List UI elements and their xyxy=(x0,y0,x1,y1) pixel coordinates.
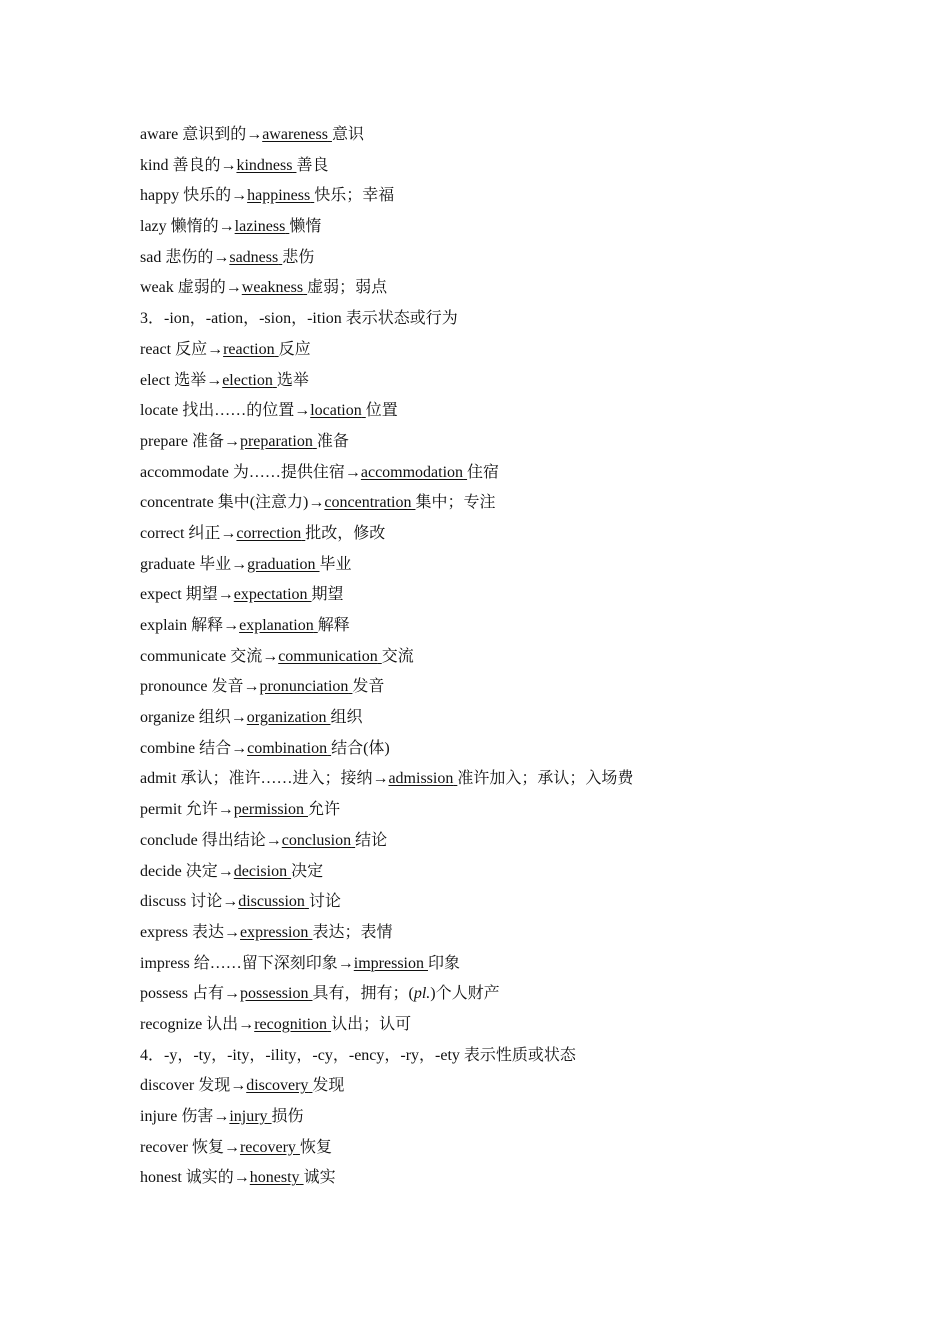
derived-word: possession xyxy=(240,985,309,1003)
derived-word: reaction xyxy=(223,340,275,358)
meaning: 悲伤 xyxy=(282,248,315,266)
base-word: accommodate 为……提供住宿→ xyxy=(140,463,361,481)
base-word: sad 悲伤的→ xyxy=(140,248,230,266)
vocab-entry xyxy=(140,1010,900,1041)
vocab-entry xyxy=(140,1071,900,1102)
base-word: recognize 认出→ xyxy=(140,1015,255,1033)
vocab-entry xyxy=(140,273,900,304)
derived-word: discussion xyxy=(238,893,305,911)
base-word: pronounce 发音→ xyxy=(140,678,260,696)
meaning: 结论 xyxy=(355,831,388,849)
vocab-entry xyxy=(140,1102,900,1133)
meaning: 虚弱；弱点 xyxy=(307,279,388,297)
vocab-entry xyxy=(140,427,900,458)
meaning: 印象 xyxy=(428,954,461,972)
meaning: 善良 xyxy=(296,156,329,174)
meaning: 结合(体) xyxy=(331,739,390,757)
meaning-tail: )个人财产 xyxy=(430,985,500,1003)
meaning: 批改，修改 xyxy=(305,524,386,542)
vocab-entry xyxy=(140,243,900,274)
base-word: injure 伤害→ xyxy=(140,1108,230,1125)
vocab-entry xyxy=(140,580,900,611)
base-word: combine 结合→ xyxy=(140,739,248,757)
base-word: correct 纠正→ xyxy=(140,524,237,542)
base-word: express 表达→ xyxy=(140,923,240,941)
derived-word: expectation xyxy=(233,586,308,604)
meaning: 允许 xyxy=(308,801,341,819)
meaning: 位置 xyxy=(365,402,398,420)
vocab-entry xyxy=(140,611,900,642)
derived-word: conclusion xyxy=(281,831,352,849)
vocab-entry xyxy=(140,396,900,427)
derived-word: laziness xyxy=(234,218,286,236)
base-word: react 反应→ xyxy=(140,340,224,358)
section-heading-text: 3．-ion，-ation，-sion，-ition 表示状态或行为 xyxy=(140,310,458,328)
base-word: discuss 讨论→ xyxy=(140,893,239,911)
meaning: 准备 xyxy=(316,432,349,450)
meaning: 期望 xyxy=(311,586,344,604)
base-word: graduate 毕业→ xyxy=(140,555,248,573)
derived-word: injury xyxy=(229,1108,268,1125)
derived-word: organization xyxy=(246,709,327,727)
vocab-entry xyxy=(140,181,900,212)
vocab-entry xyxy=(140,703,900,734)
derived-word: sadness xyxy=(229,248,279,266)
vocab-entry xyxy=(140,857,900,888)
meaning: 集中；专注 xyxy=(415,494,496,512)
vocab-entry xyxy=(140,212,900,243)
derived-word: accommodation xyxy=(360,463,464,481)
derived-word: recognition xyxy=(254,1015,328,1033)
meaning: 决定 xyxy=(291,862,324,880)
vocab-entry xyxy=(140,672,900,703)
vocab-entry xyxy=(140,519,900,550)
base-word: weak 虚弱的→ xyxy=(140,279,242,297)
derived-word: explanation xyxy=(239,617,314,634)
vocabulary-page xyxy=(140,120,900,1194)
base-word: communicate 交流→ xyxy=(140,647,279,665)
base-word: expect 期望→ xyxy=(140,586,234,604)
meaning: 诚实 xyxy=(303,1169,336,1187)
meaning: 损伤 xyxy=(271,1108,304,1125)
vocab-entry xyxy=(140,1163,900,1194)
section-heading-text: 4．-y，-ty，-ity，-ility，-cy，-ency，-ry，-ety 表示性质或状态 xyxy=(140,1046,576,1064)
derived-word: impression xyxy=(353,954,424,972)
derived-word: decision xyxy=(233,862,288,880)
meaning: 交流 xyxy=(381,647,414,665)
vocab-entry xyxy=(140,979,900,1010)
base-word: honest 诚实的→ xyxy=(140,1169,250,1187)
derived-word: awareness xyxy=(262,126,328,143)
meaning: 具有，拥有；( xyxy=(312,985,414,1003)
meaning: 认出；认可 xyxy=(331,1015,412,1033)
derived-word: concentration xyxy=(324,494,412,512)
section-heading xyxy=(140,1041,900,1072)
base-word: lazy 懒惰的→ xyxy=(140,218,235,236)
section-heading xyxy=(140,304,900,335)
derived-word: pronunciation xyxy=(259,678,349,696)
base-word: organize 组织→ xyxy=(140,709,247,727)
vocab-entry xyxy=(140,734,900,765)
vocab-entry xyxy=(140,764,900,795)
base-word: recover 恢复→ xyxy=(140,1138,240,1156)
base-word: explain 解释→ xyxy=(140,617,240,634)
vocab-entry xyxy=(140,949,900,980)
derived-word: preparation xyxy=(239,432,313,450)
vocab-entry xyxy=(140,826,900,857)
meaning: 准许加入；承认；入场费 xyxy=(457,770,634,788)
base-word: admit 承认；准许……进入；接纳→ xyxy=(140,770,389,788)
base-word: elect 选举→ xyxy=(140,371,223,389)
derived-word: expression xyxy=(240,923,309,941)
derived-word: correction xyxy=(236,524,302,542)
derived-word: recovery xyxy=(239,1138,296,1156)
derived-word: honesty xyxy=(249,1169,300,1187)
vocab-entry xyxy=(140,488,900,519)
vocab-entry xyxy=(140,642,900,673)
base-word: decide 决定→ xyxy=(140,862,234,880)
vocab-entry xyxy=(140,550,900,581)
vocab-entry xyxy=(140,335,900,366)
derived-word: kindness xyxy=(236,156,293,174)
base-word: possess 占有→ xyxy=(140,985,241,1003)
meaning: 讨论 xyxy=(308,893,341,911)
vocab-entry xyxy=(140,1133,900,1164)
meaning: 选举 xyxy=(276,371,309,389)
meaning: 毕业 xyxy=(319,555,352,573)
base-word: conclude 得出结论→ xyxy=(140,831,282,849)
derived-word: graduation xyxy=(247,555,316,573)
derived-word: admission xyxy=(388,770,454,788)
base-word: kind 善良的→ xyxy=(140,156,237,174)
derived-word: location xyxy=(310,402,362,420)
derived-word: discovery xyxy=(246,1077,309,1095)
derived-word: happiness xyxy=(247,187,311,205)
derived-word: election xyxy=(222,371,273,389)
meaning: 快乐；幸福 xyxy=(314,187,395,205)
derived-word: weakness xyxy=(241,279,304,297)
derived-word: combination xyxy=(247,739,328,757)
meaning: 懒惰 xyxy=(289,218,322,236)
vocab-entry xyxy=(140,795,900,826)
meaning: 反应 xyxy=(278,340,311,358)
derived-word: communication xyxy=(278,647,378,665)
vocab-entry xyxy=(140,120,900,151)
base-word: prepare 准备→ xyxy=(140,432,240,450)
meaning: 发音 xyxy=(352,678,385,696)
base-word: happy 快乐的→ xyxy=(140,187,248,205)
meaning: 解释 xyxy=(317,617,350,634)
vocab-entry xyxy=(140,458,900,489)
base-word: permit 允许→ xyxy=(140,801,234,819)
meaning: 组织 xyxy=(330,709,363,727)
meaning: 恢复 xyxy=(299,1138,332,1156)
base-word: locate 找出……的位置→ xyxy=(140,402,311,420)
vocab-entry xyxy=(140,887,900,918)
base-word: impress 给……留下深刻印象→ xyxy=(140,954,354,972)
meaning-abbrev: pl. xyxy=(413,985,431,1003)
vocab-entry xyxy=(140,151,900,182)
base-word: discover 发现→ xyxy=(140,1077,247,1095)
base-word: aware 意识到的→ xyxy=(140,126,263,143)
meaning: 发现 xyxy=(312,1077,345,1095)
base-word: concentrate 集中(注意力)→ xyxy=(140,494,325,512)
meaning: 表达；表情 xyxy=(312,923,393,941)
meaning: 住宿 xyxy=(467,463,500,481)
vocab-entry xyxy=(140,366,900,397)
meaning: 意识 xyxy=(331,126,364,143)
vocab-entry xyxy=(140,918,900,949)
derived-word: permission xyxy=(233,801,304,819)
